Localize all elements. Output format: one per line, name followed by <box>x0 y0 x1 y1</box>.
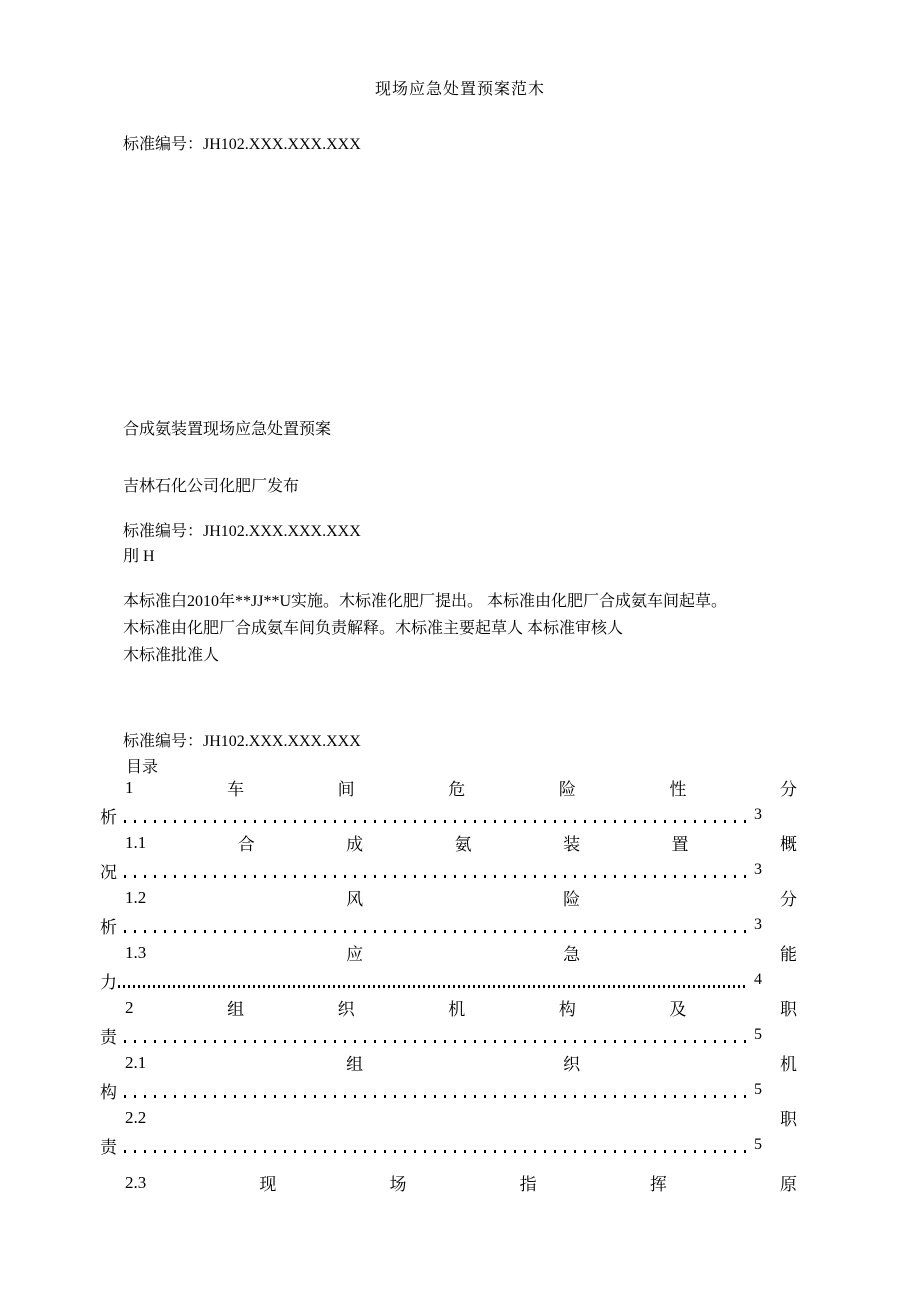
dot-leader <box>124 930 746 932</box>
toc-token: 2.2 <box>125 1107 147 1127</box>
dot-leader <box>124 875 746 877</box>
dot-leader <box>118 985 746 987</box>
toc-wrap-char: 责 <box>100 1137 117 1157</box>
toc-entry-leader-line <box>100 967 800 995</box>
toc-token: 2.3 <box>125 1172 147 1192</box>
toc-token: 机 <box>779 1055 797 1075</box>
toc-token: 氨 <box>454 835 472 855</box>
toc-token: 1.2 <box>125 887 147 907</box>
toc-token: 危 <box>448 780 466 800</box>
toc-entry-leader-line <box>100 1077 800 1105</box>
toc-token: 2.1 <box>125 1052 147 1072</box>
toc-token: 场 <box>389 1175 407 1195</box>
toc-token: 间 <box>337 780 355 800</box>
standard-number-line-1: 标准编号：JH102.XXX.XXX.XXX <box>123 136 361 153</box>
toc-token: 分 <box>779 890 797 910</box>
toc-token: 能 <box>779 945 797 965</box>
toc-entry-leader-line <box>100 802 800 830</box>
toc-token: 风 <box>346 890 364 910</box>
table-of-contents <box>100 774 800 1197</box>
toc-token: 1.1 <box>125 832 147 852</box>
publisher-line: 吉林石化公司化肥厂发布 <box>123 478 300 495</box>
toc-token: 分 <box>779 780 797 800</box>
toc-wrap-char: 力 <box>100 972 117 992</box>
toc-token: 急 <box>563 945 581 965</box>
toc-token: 1.3 <box>125 942 147 962</box>
toc-token: 挥 <box>649 1175 667 1195</box>
toc-token: 装 <box>563 835 581 855</box>
toc-token: 组 <box>346 1055 364 1075</box>
toc-wrap-char: 责 <box>100 1027 117 1047</box>
toc-token: 置 <box>671 835 689 855</box>
toc-page-number: 3 <box>754 861 762 879</box>
toc-token: 织 <box>563 1055 581 1075</box>
toc-page-number: 5 <box>754 1136 762 1154</box>
toc-token: 2 <box>125 997 134 1017</box>
toc-token: 险 <box>563 890 581 910</box>
toc-entry-title-line <box>100 829 800 857</box>
toc-entry-title-line <box>100 1169 800 1197</box>
standard-number-line-2: 标准编号：JH102.XXX.XXX.XXX <box>123 523 361 540</box>
document-title: 现场应急处置预案范木 <box>374 81 545 98</box>
toc-token: 原 <box>779 1175 797 1195</box>
toc-wrap-char: 析 <box>100 917 117 937</box>
toc-page-number: 3 <box>754 916 762 934</box>
toc-entry-title-line <box>100 994 800 1022</box>
toc-token: 指 <box>519 1175 537 1195</box>
foreword-paragraph-line: 木标准批准人 <box>123 647 220 664</box>
toc-entry-title-line <box>100 774 800 802</box>
dot-leader <box>124 1040 746 1042</box>
toc-token: 1 <box>125 777 134 797</box>
foreword-paragraph <box>123 588 791 669</box>
toc-entry-leader-line <box>100 1022 800 1050</box>
toc-token: 机 <box>448 1000 466 1020</box>
toc-token: 性 <box>669 780 687 800</box>
toc-token: 职 <box>779 1000 797 1020</box>
toc-token: 车 <box>227 780 245 800</box>
toc-token: 险 <box>558 780 576 800</box>
toc-token: 构 <box>558 1000 576 1020</box>
toc-entry-leader-line <box>100 857 800 885</box>
toc-token: 及 <box>669 1000 687 1020</box>
toc-page-number: 5 <box>754 1081 762 1099</box>
toc-token: 组 <box>227 1000 245 1020</box>
dot-leader <box>124 1150 746 1152</box>
toc-token: 成 <box>346 835 364 855</box>
foreword-paragraph-line: 木标准由化肥厂合成氨车间负责解释。木标准主要起草人 本标准审核人 <box>123 620 624 637</box>
dot-leader <box>124 1095 746 1097</box>
toc-wrap-char: 析 <box>100 807 117 827</box>
document-subtitle: 合成氨装置现场应急处置预案 <box>123 421 332 438</box>
dot-leader <box>124 820 746 822</box>
toc-token: 应 <box>346 945 364 965</box>
toc-page-number: 5 <box>754 1026 762 1044</box>
toc-entry-leader-line <box>100 1132 800 1160</box>
foreword-paragraph-line: 本标准白2010年**JJ**U实施。木标准化肥厂提出。 本标准由化肥厂合成氨车间起草。 <box>123 593 728 610</box>
toc-entry-title-line <box>100 1104 800 1132</box>
toc-page-number: 4 <box>754 971 762 989</box>
toc-entry-title-line <box>100 939 800 967</box>
toc-token: 织 <box>337 1000 355 1020</box>
toc-token: 概 <box>779 835 797 855</box>
toc-token: 职 <box>780 1110 797 1130</box>
toc-entry-title-line <box>100 884 800 912</box>
toc-heading: 目录 <box>126 759 159 776</box>
toc-wrap-char: 构 <box>100 1082 117 1102</box>
toc-wrap-char: 况 <box>100 862 117 882</box>
toc-entry-title-line <box>100 1049 800 1077</box>
toc-page-number: 3 <box>754 806 762 824</box>
foreword-heading: 刖 H <box>123 548 155 565</box>
toc-token: 合 <box>237 835 255 855</box>
standard-number-line-3: 标准编号：JH102.XXX.XXX.XXX <box>123 733 361 750</box>
toc-entry-leader-line <box>100 912 800 940</box>
toc-token: 现 <box>259 1175 277 1195</box>
